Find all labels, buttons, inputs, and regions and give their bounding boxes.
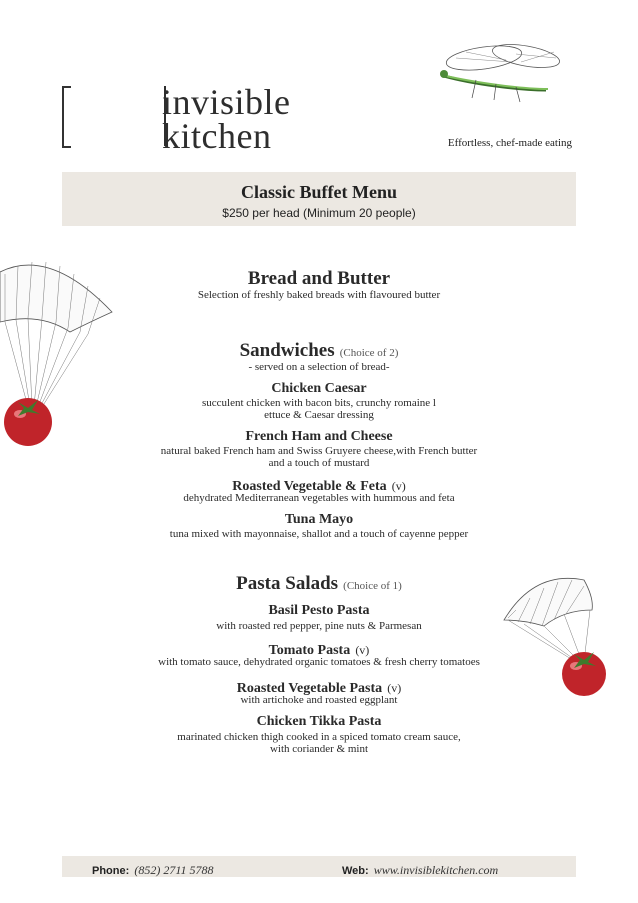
web-label: Web: xyxy=(342,865,369,877)
dragonfly-illustration xyxy=(436,40,576,105)
menu-item-title: Chicken Tikka Pasta xyxy=(256,714,382,729)
logo-line-2: kitchen xyxy=(162,116,272,156)
menu-item-title: Basil Pesto Pasta xyxy=(268,603,370,618)
vegetarian-tag: (v) xyxy=(355,643,370,657)
tagline: Effortless, chef-made eating xyxy=(447,137,572,149)
web-block xyxy=(342,859,498,878)
section-choice-pasta: (Choice of 1) xyxy=(343,580,402,592)
menu-item-title: Tomato Pasta xyxy=(268,643,351,658)
vegetarian-tag: (v) xyxy=(391,479,406,493)
contact-footer xyxy=(62,856,576,877)
logo-bracket xyxy=(62,86,71,148)
menu-item-desc: dehydrated Mediterranean vegetables with hummous and feta xyxy=(183,492,455,504)
website-link[interactable]: www.invisiblekitchen.com xyxy=(373,863,499,877)
menu-item-desc: natural baked French ham and Swiss Gruyere cheese,with French butter xyxy=(160,445,478,457)
section-title-pasta: Pasta Salads xyxy=(236,573,339,594)
menu-item-desc: with coriander & mint xyxy=(269,743,369,755)
menu-item-desc: marinated chicken thigh cooked in a spiced tomato cream sauce, xyxy=(177,731,461,743)
section-note-sandwiches: - served on a selection of bread- xyxy=(248,361,390,373)
menu-item-desc: with tomato sauce, dehydrated organic tomatoes & fresh cherry tomatoes xyxy=(158,656,480,668)
menu-item-desc: tuna mixed with mayonnaise, shallot and a touch of cayenne pepper xyxy=(169,528,469,540)
menu-item-desc: and a touch of mustard xyxy=(268,457,370,469)
menu-item-desc: with roasted red pepper, pine nuts & Parmesan xyxy=(216,620,422,632)
section-title-sandwiches: Sandwiches xyxy=(239,340,335,361)
menu-item-title: Roasted Vegetable & Feta xyxy=(232,479,387,494)
section-heading-pasta xyxy=(0,573,638,595)
menu-item-desc: ettuce & Caesar dressing xyxy=(264,409,374,421)
logo-line-1: invisible xyxy=(162,82,291,122)
section-choice-sandwiches: (Choice of 2) xyxy=(339,347,399,359)
menu-item-desc: succulent chicken with bacon bits, crunchy romaine l xyxy=(202,397,436,409)
section-title-bread: Bread and Butter xyxy=(247,268,391,289)
menu-title: Classic Buffet Menu xyxy=(241,182,397,202)
phone-block xyxy=(92,859,213,878)
menu-item-title: Tuna Mayo xyxy=(284,512,354,527)
menu-item-title: Chicken Caesar xyxy=(271,381,367,396)
phone-label: Phone: xyxy=(92,865,130,877)
menu-header-band xyxy=(62,172,576,226)
menu-item-title: Roasted Vegetable Pasta xyxy=(236,681,383,696)
section-desc-bread: Selection of freshly baked breads with flavoured butter xyxy=(197,289,441,301)
vegetarian-tag: (v) xyxy=(387,681,402,695)
menu-item-title: French Ham and Cheese xyxy=(245,429,393,444)
phone-number[interactable]: (852) 2711 5788 xyxy=(134,863,214,877)
section-heading-sandwiches xyxy=(0,340,638,362)
menu-item-desc: with artichoke and roasted eggplant xyxy=(240,694,398,706)
menu-price: $250 per head (Minimum 20 people) xyxy=(222,206,416,220)
